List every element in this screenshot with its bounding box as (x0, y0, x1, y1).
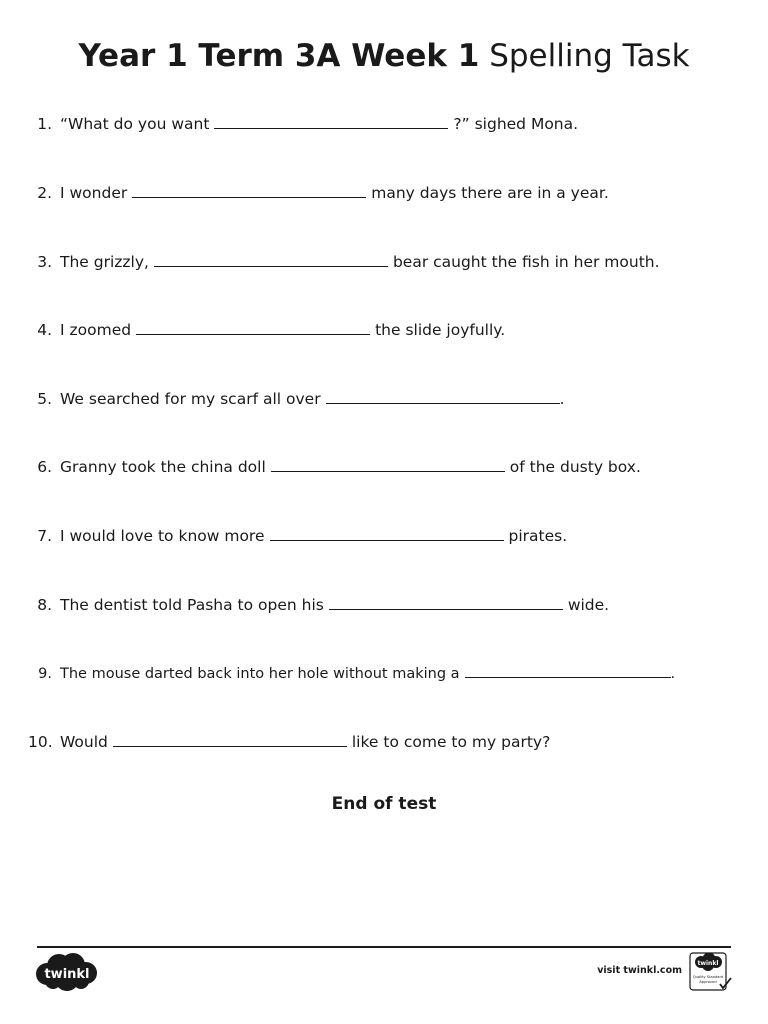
answer-blank[interactable] (329, 594, 563, 610)
question-number: 6. (37, 458, 52, 476)
question-text-before: “What do you want (60, 115, 210, 133)
answer-blank[interactable] (271, 456, 505, 472)
question-number: 4. (37, 321, 52, 339)
question-number: 7. (37, 527, 52, 545)
question-number: 9. (38, 666, 52, 682)
badge-line-2: Approved (699, 980, 717, 984)
question-text-after: bear caught the fish in her mouth. (392, 253, 660, 271)
quality-standard-badge (689, 952, 733, 992)
question-text-after: ?” sighed Mona. (453, 115, 579, 133)
question-text-before: Granny took the china doll (60, 458, 266, 476)
question-text-after: pirates. (508, 527, 568, 545)
question-number: 1. (37, 115, 52, 133)
title-light-part: Spelling Task (489, 38, 690, 74)
answer-blank[interactable] (465, 662, 671, 678)
question-number: 3. (37, 253, 52, 271)
question-number: 8. (37, 596, 52, 614)
question-text-before: I wonder (60, 184, 128, 202)
question-text-before: The mouse darted back into her hole without making a (60, 666, 460, 682)
question-text-after: . (670, 666, 676, 682)
page-title (0, 34, 768, 78)
question-text-before: We searched for my scarf all over (60, 390, 321, 408)
question-number: 2. (37, 184, 52, 202)
question-6 (28, 456, 748, 478)
title-bold-part: Year 1 Term 3A Week 1 (78, 38, 480, 74)
question-text-after: the slide joyfully. (375, 321, 506, 339)
question-2 (28, 182, 748, 204)
question-8 (28, 594, 748, 616)
logo-text: twinkl (44, 967, 90, 982)
question-1 (28, 113, 748, 135)
question-7 (28, 525, 748, 547)
question-9 (28, 662, 748, 684)
question-text-before: Would (60, 733, 108, 751)
question-text-before: The grizzly, (60, 253, 149, 271)
answer-blank[interactable] (154, 251, 388, 267)
answer-blank[interactable] (113, 731, 347, 747)
visit-link[interactable]: visit twinkl.com (597, 965, 682, 976)
badge-logo-text: twinkl (697, 960, 719, 967)
answer-blank[interactable] (214, 113, 448, 129)
question-text-after: many days there are in a year. (371, 184, 609, 202)
question-text-after: wide. (567, 596, 610, 614)
answer-blank[interactable] (132, 182, 366, 198)
question-text-before: I zoomed (60, 321, 132, 339)
answer-blank[interactable] (136, 319, 370, 335)
question-3 (28, 251, 748, 273)
answer-blank[interactable] (326, 388, 560, 404)
question-text-before: The dentist told Pasha to open his (60, 596, 324, 614)
footer-divider (37, 946, 731, 948)
question-text-after: . (559, 390, 565, 408)
answer-blank[interactable] (270, 525, 504, 541)
badge-line-1: Quality Standard (692, 975, 724, 979)
question-number: 5. (37, 390, 52, 408)
question-text-after: of the dusty box. (509, 458, 641, 476)
question-10 (28, 731, 748, 753)
question-text-after: like to come to my party? (351, 733, 551, 751)
question-text-before: I would love to know more (60, 527, 265, 545)
question-number: 10. (28, 733, 53, 751)
end-of-test-label: End of test (331, 794, 437, 814)
question-4 (28, 319, 748, 341)
twinkl-logo (35, 952, 99, 992)
question-5 (28, 388, 748, 410)
